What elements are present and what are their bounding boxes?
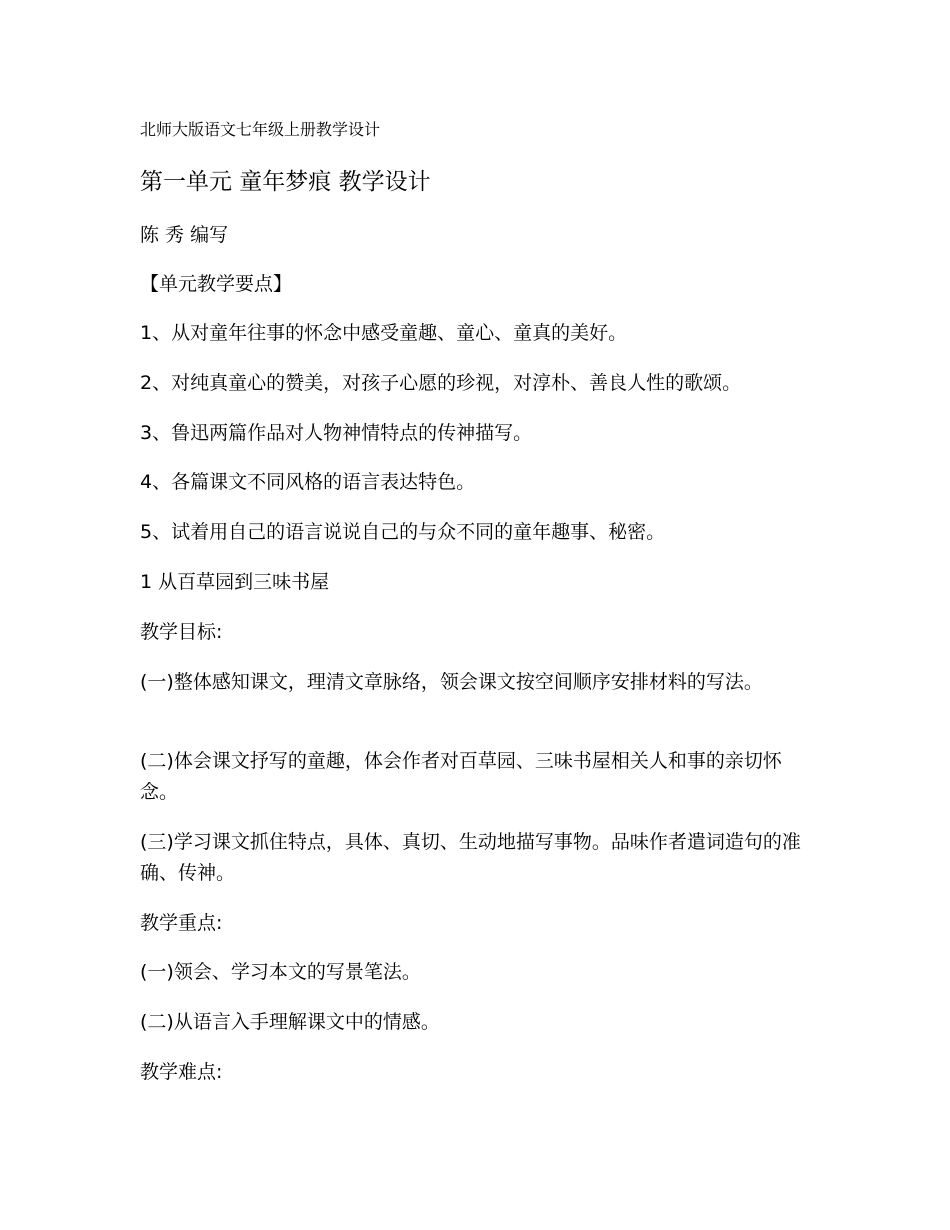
unit-point-item: 3、鲁迅两篇作品对人物神情特点的传神描写。 — [140, 422, 533, 444]
goals-heading: 教学目标: — [140, 621, 223, 643]
key-points-heading: 教学重点: — [140, 912, 223, 934]
unit-point-item: 1、从对童年往事的怀念中感受童趣、童心、童真的美好。 — [140, 322, 628, 344]
key-point-item: (二)从语言入手理解课文中的情感。 — [140, 1011, 440, 1033]
unit-point-item: 2、对纯真童心的赞美，对孩子心愿的珍视，对淳朴、善良人性的歌颂。 — [140, 372, 742, 394]
unit-points-heading: 【单元教学要点】 — [140, 273, 293, 295]
difficulty-heading: 教学难点: — [140, 1061, 223, 1083]
key-point-item: (一)领会、学习本文的写景笔法。 — [140, 961, 421, 983]
author-line: 陈 秀 编写 — [140, 224, 229, 246]
goal-item: (二)体会课文抒写的童趣，体会作者对百草园、三味书屋相关人和事的亲切怀念。 — [140, 750, 782, 803]
unit-point-item: 4、各篇课文不同风格的语言表达特色。 — [140, 471, 476, 493]
lesson-title: 1 从百草园到三味书屋 — [140, 571, 330, 593]
unit-point-item: 5、试着用自己的语言说说自己的与众不同的童年趣事、秘密。 — [140, 521, 666, 543]
goal-item: (三)学习课文抓住特点，具体、真切、生动地描写事物。品味作者遣词造句的准确、传神。 — [140, 831, 801, 884]
page-title: 第一单元 童年梦痕 教学设计 — [140, 169, 431, 195]
goal-item: (一)整体感知课文，理清文章脉络，领会课文按空间顺序安排材料的写法。 — [140, 671, 763, 693]
doc-header: 北师大版语文七年级上册教学设计 — [140, 120, 381, 139]
